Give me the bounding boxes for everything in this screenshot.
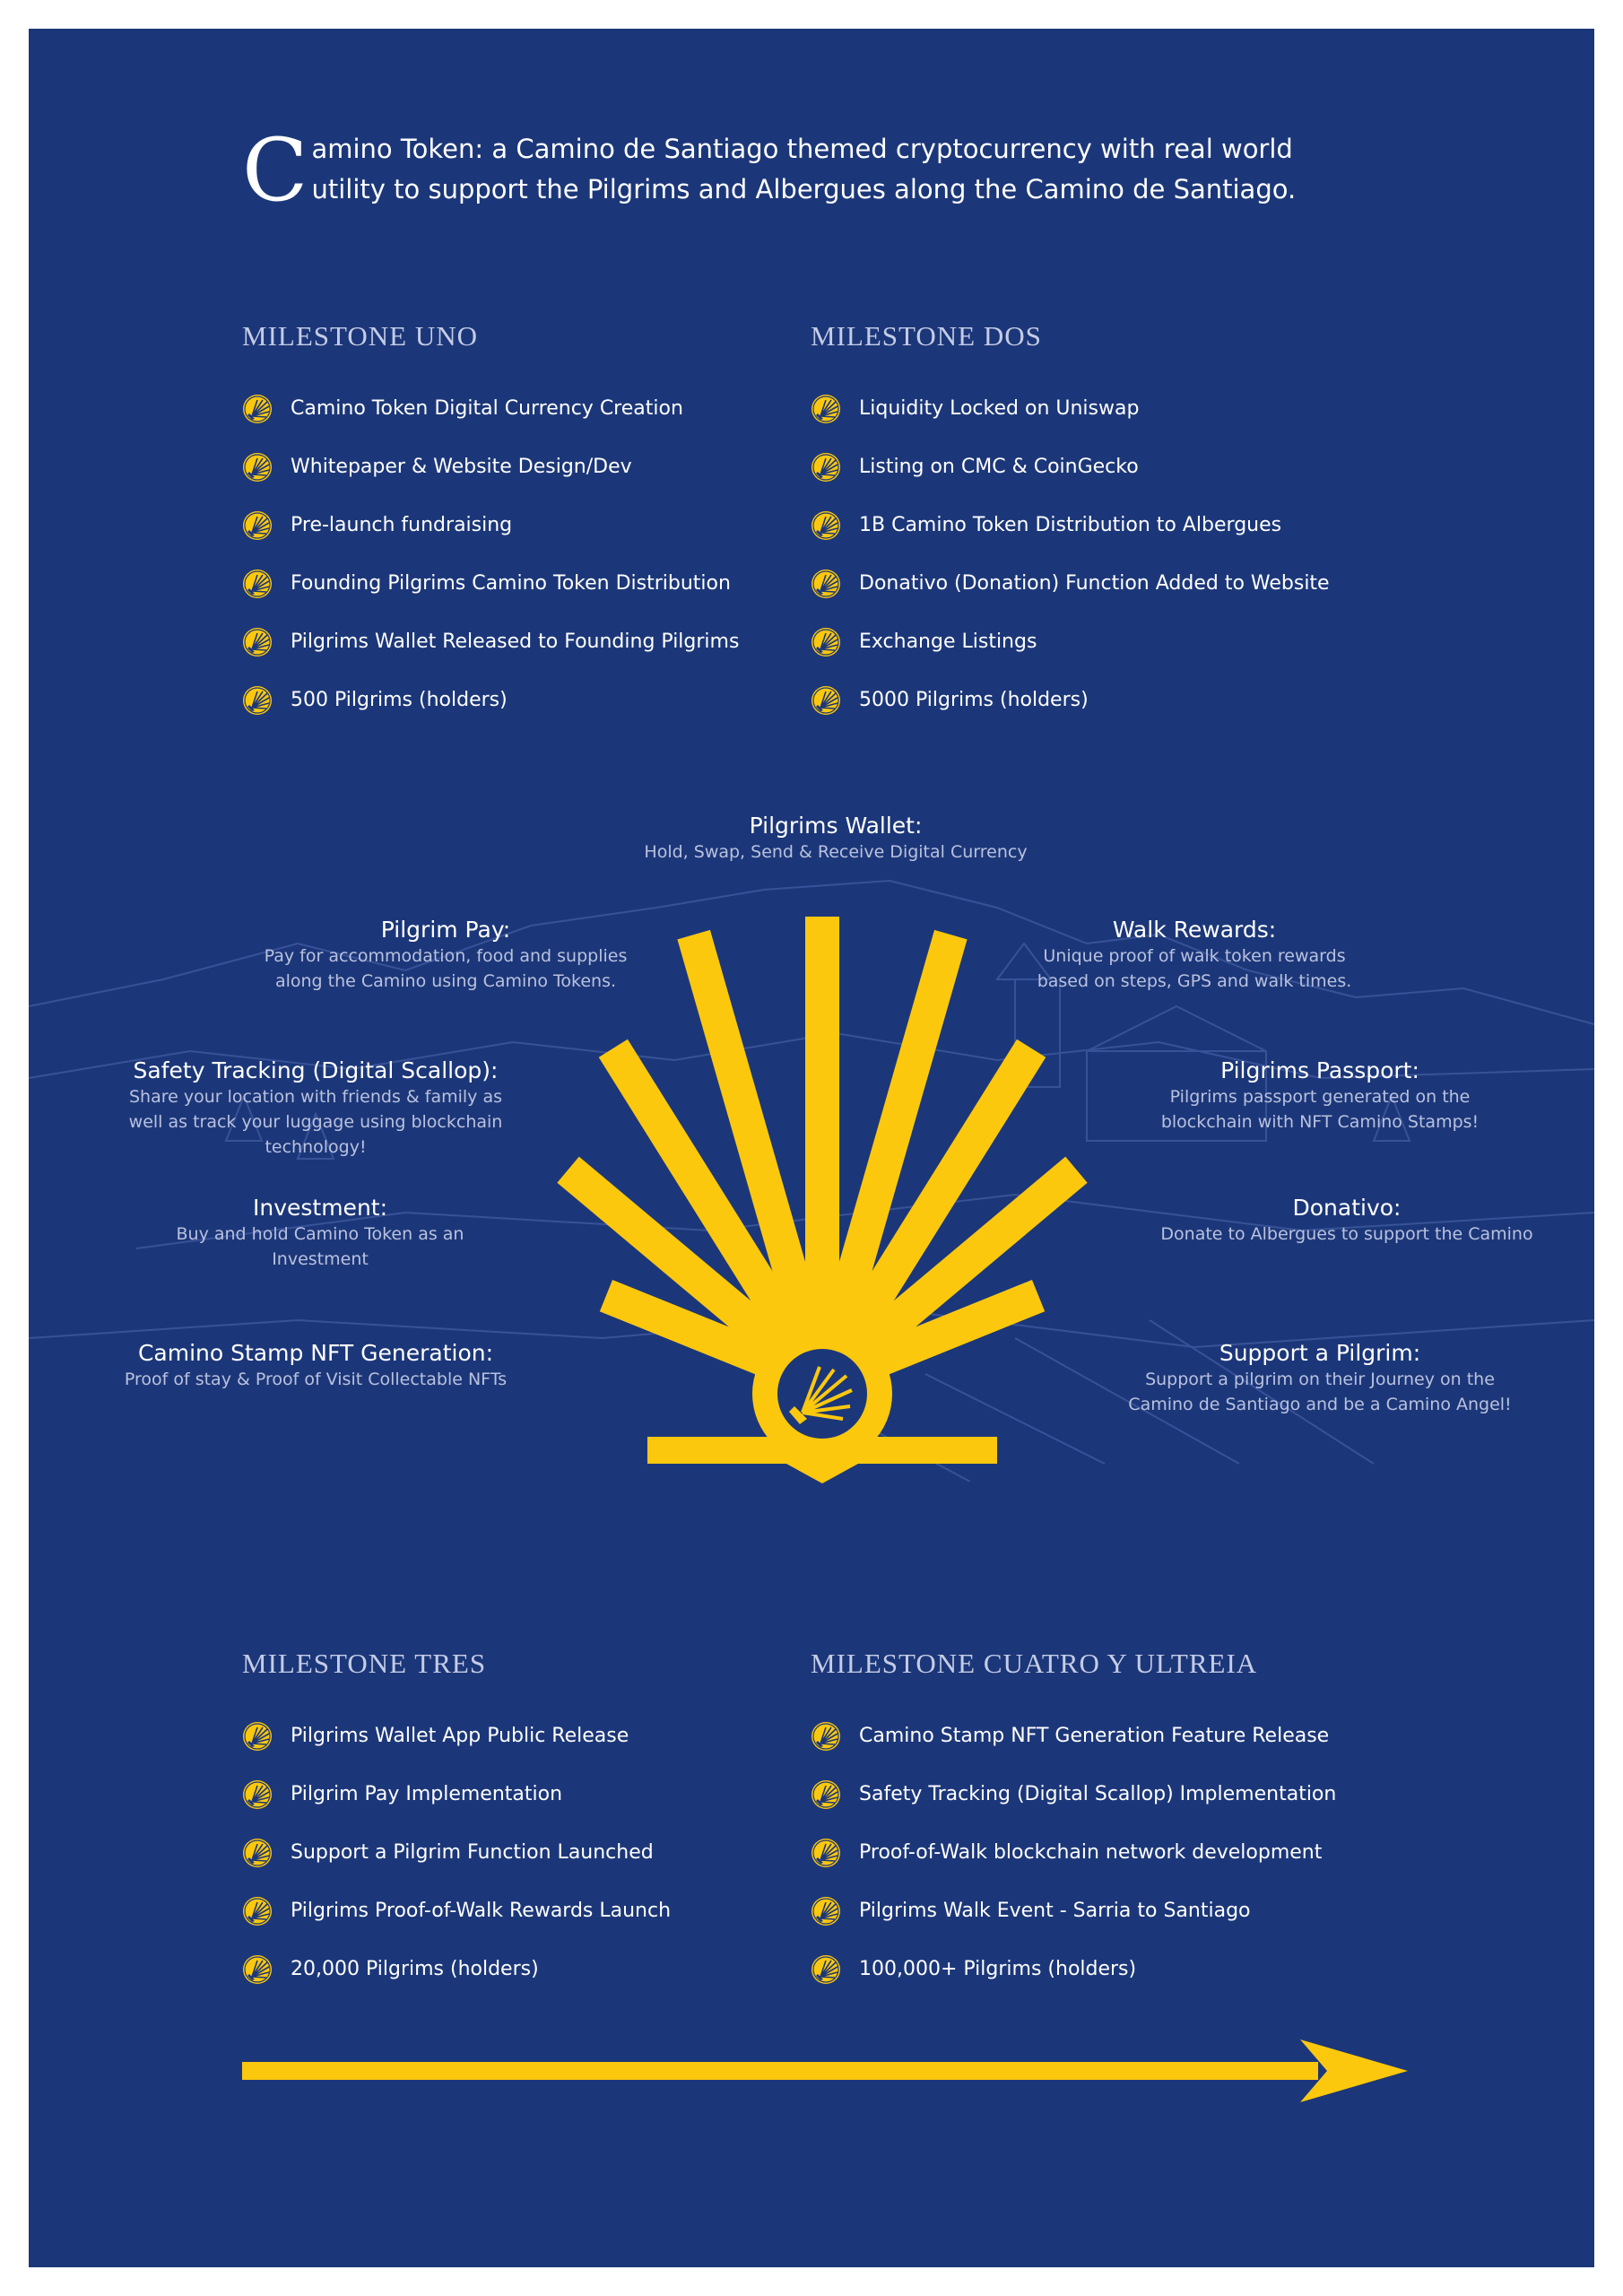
scallop-shell-icon — [242, 569, 273, 599]
feature-desc: Camino de Santiago and be a Camino Angel! — [1128, 1395, 1512, 1414]
milestone-item-text: Exchange Listings — [859, 631, 1037, 653]
intro-dropcap: C — [242, 120, 308, 221]
milestone-uno — [242, 320, 798, 729]
feature-desc: along the Camino using Camino Tokens. — [274, 971, 617, 991]
milestone-title: MILESTONE TRES — [242, 1648, 487, 1679]
feature-desc: Hold, Swap, Send & Receive Digital Currency — [644, 842, 1028, 862]
milestone-item-text: Safety Tracking (Digital Scallop) Implementation — [859, 1783, 1337, 1805]
list-item — [242, 379, 798, 438]
list-item — [811, 438, 1367, 496]
feature-desc: based on steps, GPS and walk times. — [1037, 971, 1352, 991]
milestone-item-text: Pilgrims Walk Event - Sarria to Santiago — [859, 1900, 1251, 1922]
feature-title: Pilgrim Pay: — [380, 917, 511, 943]
milestone-item-text: Pilgrims Wallet App Public Release — [291, 1725, 629, 1747]
feature-title: Pilgrims Wallet: — [749, 813, 923, 839]
feature-desc: well as track your luggage using blockchain — [128, 1112, 503, 1132]
milestone-dos — [811, 320, 1367, 729]
milestone-item-text: 5000 Pilgrims (holders) — [859, 689, 1089, 711]
list-item — [811, 671, 1367, 729]
scallop-shell-icon — [811, 1896, 841, 1926]
list-item — [811, 1940, 1438, 1998]
feature-desc: Pay for accommodation, food and supplies — [264, 946, 628, 966]
feature-title: Investment: — [252, 1195, 388, 1221]
feature-title: Walk Rewards: — [1112, 917, 1277, 943]
feature-desc: Buy and hold Camino Token as an — [176, 1224, 464, 1244]
list-item — [811, 1765, 1438, 1823]
scallop-shell-icon — [242, 510, 273, 541]
intro-statement — [242, 120, 1408, 221]
scallop-shell-icon — [811, 1838, 841, 1868]
scallop-shell-icon — [811, 1779, 841, 1810]
feature-desc: Unique proof of walk token rewards — [1043, 946, 1346, 966]
milestone-item-text: Camino Token Digital Currency Creation — [291, 397, 683, 420]
milestone-title: MILESTONE CUATRO Y ULTREIA — [811, 1648, 1258, 1679]
milestone-item-text: 500 Pilgrims (holders) — [291, 689, 508, 711]
scallop-shell-icon — [811, 1954, 841, 1985]
scallop-shell-icon — [242, 1779, 273, 1810]
milestone-item-text: Support a Pilgrim Function Launched — [291, 1841, 654, 1864]
poster — [29, 29, 1594, 2267]
feature-camino-stamp-nft — [91, 1340, 540, 1392]
list-item — [811, 554, 1367, 613]
intro-line-2: utility to support the Pilgrims and Albergues along the Camino de Santiago. — [311, 174, 1297, 204]
milestone-item-text: Pre-launch fundraising — [291, 514, 513, 536]
milestone-item-text: Liquidity Locked on Uniswap — [859, 397, 1140, 420]
feature-desc: Investment — [272, 1249, 369, 1269]
list-item — [242, 671, 798, 729]
feature-safety-tracking — [91, 1057, 540, 1160]
list-item — [811, 1707, 1438, 1765]
feature-title: Support a Pilgrim: — [1219, 1340, 1421, 1366]
scallop-shell-icon — [242, 1721, 273, 1752]
feature-pilgrim-pay — [221, 917, 670, 994]
list-item — [242, 1882, 798, 1940]
scallop-shell-icon — [811, 627, 841, 657]
scallop-shell-icon — [811, 452, 841, 483]
milestone-item-text: Whitepaper & Website Design/Dev — [291, 456, 632, 478]
list-item — [242, 438, 798, 496]
milestone-item-text: Pilgrim Pay Implementation — [291, 1783, 563, 1805]
list-item — [242, 1765, 798, 1823]
feature-title: Pilgrims Passport: — [1220, 1057, 1419, 1083]
feature-desc: Pilgrims passport generated on the — [1169, 1087, 1471, 1107]
milestone-item-text: Listing on CMC & CoinGecko — [859, 456, 1139, 478]
feature-title: Camino Stamp NFT Generation: — [137, 1340, 494, 1366]
list-item — [811, 613, 1367, 671]
list-item — [242, 1940, 798, 1998]
list-item — [242, 613, 798, 671]
milestone-item-text: Founding Pilgrims Camino Token Distribution — [291, 572, 731, 595]
feature-desc: Donate to Albergues to support the Camino — [1160, 1224, 1533, 1244]
scallop-shell-icon — [811, 1721, 841, 1752]
feature-desc: Share your location with friends & family as — [129, 1087, 502, 1107]
feature-desc: blockchain with NFT Camino Stamps! — [1160, 1112, 1480, 1132]
scallop-shell-icon — [242, 1896, 273, 1926]
milestone-item-text: 20,000 Pilgrims (holders) — [291, 1958, 539, 1980]
feature-desc: Proof of stay & Proof of Visit Collectable NFTs — [124, 1370, 508, 1389]
list-item — [811, 496, 1367, 554]
milestone-item-text: Proof-of-Walk blockchain network development — [859, 1841, 1323, 1864]
milestone-item-text: Donativo (Donation) Function Added to Website — [859, 572, 1330, 595]
feature-title: Safety Tracking (Digital Scallop): — [133, 1057, 499, 1083]
feature-donativo — [1123, 1195, 1571, 1247]
list-item — [242, 1707, 798, 1765]
camino-scallop-icon — [531, 917, 1114, 1500]
list-item — [242, 1823, 798, 1882]
milestone-item-text: Camino Stamp NFT Generation Feature Release — [859, 1725, 1330, 1747]
list-item — [811, 1882, 1438, 1940]
feature-investment — [141, 1195, 499, 1272]
list-item — [811, 1823, 1438, 1882]
feature-support-pilgrim — [1096, 1340, 1544, 1417]
feature-title: Donativo: — [1292, 1195, 1402, 1221]
milestone-item-text: 1B Camino Token Distribution to Albergues — [859, 514, 1282, 536]
scallop-shell-icon — [242, 685, 273, 716]
scallop-shell-icon — [242, 1954, 273, 1985]
feature-walk-rewards — [970, 917, 1419, 994]
scallop-shell-icon — [242, 627, 273, 657]
milestone-item-text: 100,000+ Pilgrims (holders) — [859, 1958, 1137, 1980]
scallop-shell-icon — [811, 569, 841, 599]
milestone-title: MILESTONE DOS — [811, 320, 1042, 352]
list-item — [242, 554, 798, 613]
scallop-shell-icon — [811, 394, 841, 424]
scallop-shell-icon — [242, 1838, 273, 1868]
scallop-shell-icon — [811, 510, 841, 541]
scallop-shell-icon — [242, 394, 273, 424]
list-item — [242, 496, 798, 554]
milestone-title: MILESTONE UNO — [242, 320, 478, 352]
milestone-item-text: Pilgrims Proof-of-Walk Rewards Launch — [291, 1900, 672, 1922]
milestone-item-text: Pilgrims Wallet Released to Founding Pilgrims — [291, 631, 740, 653]
feature-desc: Support a pilgrim on their Journey on the — [1145, 1370, 1495, 1389]
milestone-tres — [242, 1648, 798, 1998]
feature-pilgrims-wallet — [612, 813, 1060, 865]
feature-desc: technology! — [265, 1137, 367, 1157]
feature-pilgrims-passport — [1096, 1057, 1544, 1135]
arrow-right-icon — [242, 2039, 1408, 2102]
scallop-shell-icon — [242, 452, 273, 483]
intro-line-1: amino Token: a Camino de Santiago themed cryptocurrency with real world — [311, 134, 1293, 164]
list-item — [811, 379, 1367, 438]
scallop-shell-icon — [811, 685, 841, 716]
milestone-cuatro — [811, 1648, 1438, 1998]
